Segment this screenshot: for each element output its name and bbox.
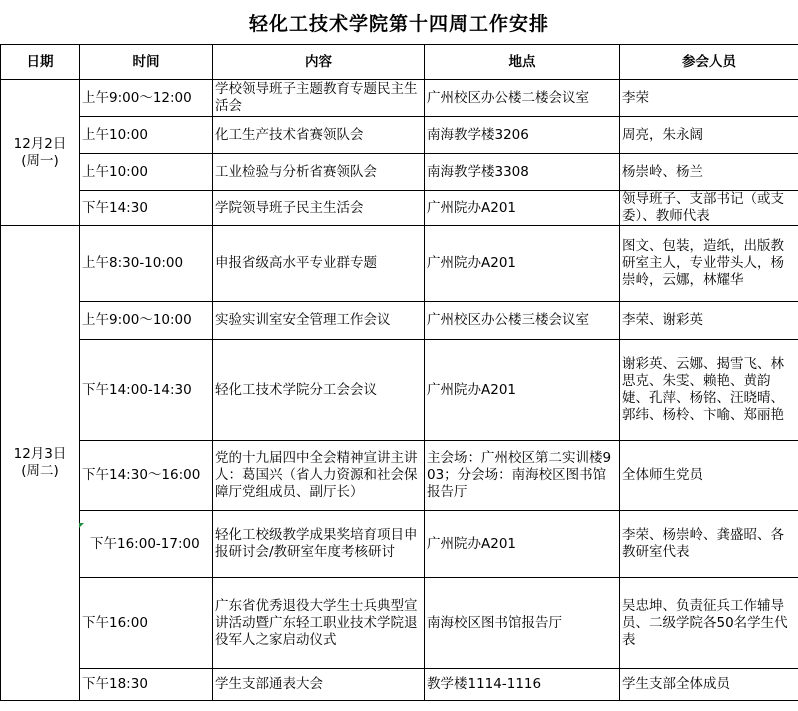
date-cell-day2 [1,226,80,701]
attendees-cell: 学生支部全体成员 [620,669,798,701]
table-row [1,154,798,191]
content-cell: 党的十九届四中全会精神宣讲主讲人：葛国兴（省人力资源和社会保障厅党组成员、副厅长） [213,441,425,511]
time-cell: 下午14:30～16:00 [80,441,213,511]
location-cell: 南海教学楼3308 [425,154,620,191]
attendees-cell: 李荣、谢彩英 [620,302,798,340]
attendees-cell: 吴忠坤、负责征兵工作辅导员、二级学院各50名学生代表 [620,578,798,669]
table-row [1,511,798,578]
content-cell: 轻化工技术学院分工会会议 [213,340,425,441]
content-cell: 申报省级高水平专业群专题 [213,226,425,302]
time-cell: 上午8:30-10:00 [80,226,213,302]
location-cell: 南海教学楼3206 [425,117,620,154]
time-cell: 下午14:00-14:30 [80,340,213,441]
attendees-cell: 周亮，朱永阔 [620,117,798,154]
header-time: 时间 [80,45,213,80]
attendees-cell: 领导班子、支部书记（或支委）、教师代表 [620,191,798,226]
time-cell: 下午18:30 [80,669,213,701]
location-cell: 南海校区图书馆报告厅 [425,578,620,669]
attendees-cell: 李荣、杨崇岭、龚盛昭、各教研室代表 [620,511,798,578]
location-cell: 广州院办A201 [425,191,620,226]
header-attendees: 参会人员 [620,45,798,80]
table-row [1,80,798,117]
time-cell: 上午10:00 [80,154,213,191]
time-cell: 上午10:00 [80,117,213,154]
header-date: 日期 [1,45,80,80]
attendees-cell: 全体师生党员 [620,441,798,511]
content-cell: 学院领导班子民主生活会 [213,191,425,226]
header-content: 内容 [213,45,425,80]
table-row [1,302,798,340]
table-row [1,441,798,511]
attendees-cell: 谢彩英、云娜、揭雪飞、林思克、朱雯、赖艳、黄韵婕、孔萍、杨铭、汪晓晴、郭纬、杨柃、卞喻、郑丽艳 [620,340,798,441]
table-row [1,191,798,226]
time-cell: 下午14:30 [80,191,213,226]
attendees-cell: 图文、包装，造纸，出版教研室主人，专业带头人，杨崇岭，云娜，林耀华 [620,226,798,302]
table-row [1,669,798,701]
location-cell: 广州院办A201 [425,226,620,302]
location-cell: 广州院办A201 [425,340,620,441]
date-label: 12月2日 [13,135,67,152]
attendees-cell: 杨崇岭、杨兰 [620,154,798,191]
location-cell: 教学楼1114-1116 [425,669,620,701]
content-cell: 广东省优秀退役大学生士兵典型宣讲活动暨广东轻工职业技术学院退役军人之家启动仪式 [213,578,425,669]
location-cell: 广州校区办公楼二楼会议室 [425,80,620,117]
table-row [1,117,798,154]
time-cell: 上午9:00～10:00 [80,302,213,340]
page-title: 轻化工技术学院第十四周工作安排 [248,12,549,35]
date-label: 12月3日 [13,446,67,462]
content-cell: 学校领导班子主题教育专题民主生活会 [213,80,425,117]
content-cell: 化工生产技术省赛领队会 [213,117,425,154]
content-cell: 工业检验与分析省赛领队会 [213,154,425,191]
table-row [1,226,798,302]
location-cell: 广州校区办公楼三楼会议室 [425,302,620,340]
location-cell: 广州院办A201 [425,511,620,578]
table-row [1,578,798,669]
attendees-cell: 李荣 [620,80,798,117]
location-cell: 主会场：广州校区第二实训楼903；分会场：南海校区图书馆报告厅 [425,441,620,511]
weekday-label: (周一) [21,152,59,169]
content-cell: 学生支部通表大会 [213,669,425,701]
time-cell: 上午9:00～12:00 [80,80,213,117]
content-cell: 轻化工校级教学成果奖培育项目申报研讨会/教研室年度考核研讨 [213,511,425,578]
weekday-label: (周二) [21,463,59,479]
time-cell: 下午16:00-17:00 [80,511,213,578]
header-row [1,45,798,80]
schedule-table [0,44,798,701]
time-cell: 下午16:00 [80,578,213,669]
date-cell-day1 [1,80,80,226]
table-row [1,340,798,441]
header-location: 地点 [425,45,620,80]
cell-comment-marker [79,523,84,528]
content-cell: 实验实训室安全管理工作会议 [213,302,425,340]
